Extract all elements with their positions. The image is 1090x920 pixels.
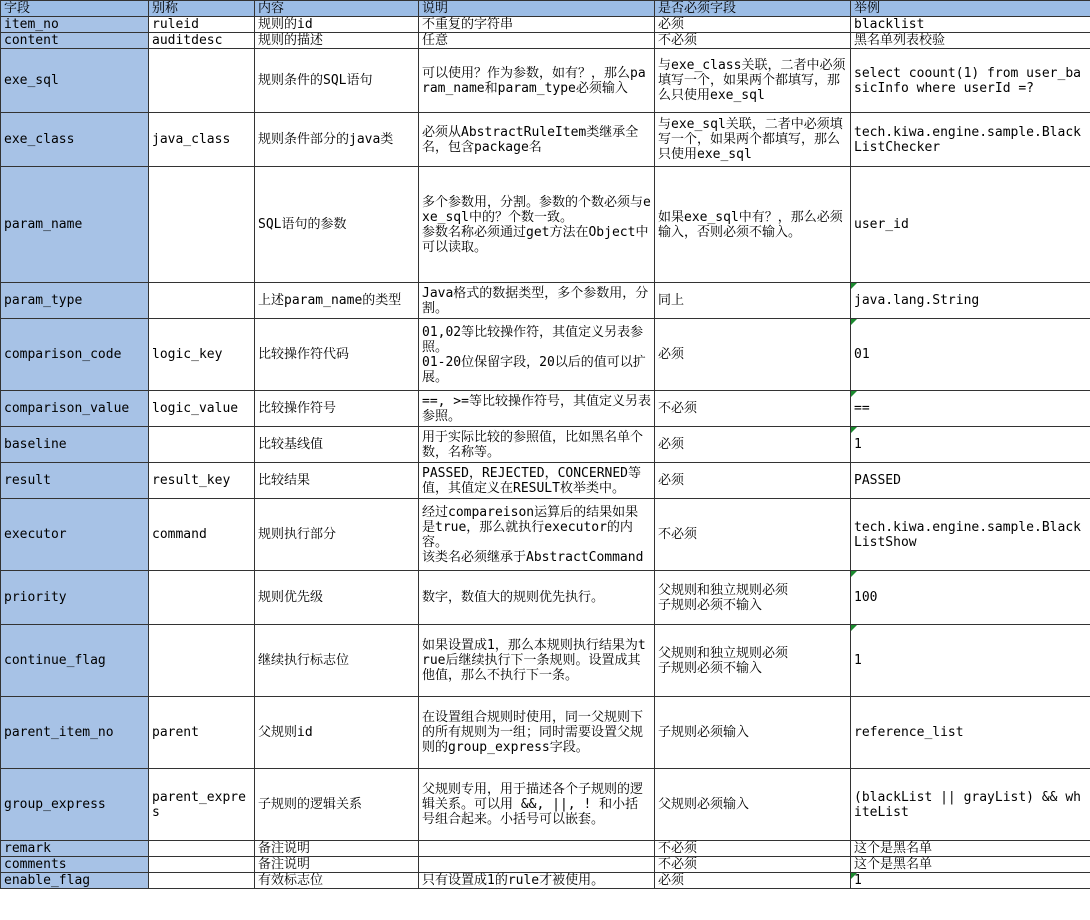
cell-required[interactable]: 必须 [655, 427, 851, 463]
cell-field[interactable]: remark [1, 841, 149, 857]
cell-required[interactable]: 父规则必须输入 [655, 769, 851, 841]
cell-example[interactable]: 1 [851, 427, 1090, 463]
cell-content[interactable]: 上述param_name的类型 [255, 283, 419, 319]
cell-example[interactable]: blacklist [851, 17, 1090, 33]
cell-example[interactable]: (blackList || grayList) && whiteList [851, 769, 1090, 841]
cell-description[interactable]: 用于实际比较的参照值，比如黑名单个数，名称等。 [419, 427, 655, 463]
table-row [1, 283, 1090, 319]
cell-alias[interactable]: result_key [149, 463, 255, 499]
header-description[interactable]: 说明 [419, 1, 655, 17]
cell-required[interactable]: 不必须 [655, 33, 851, 49]
cell-required[interactable]: 父规则和独立规则必须 子规则必须不输入 [655, 625, 851, 697]
cell-required[interactable]: 不必须 [655, 391, 851, 427]
cell-field[interactable]: comments [1, 857, 149, 873]
cell-description[interactable]: 数字，数值大的规则优先执行。 [419, 571, 655, 625]
cell-example[interactable]: 01 [851, 319, 1090, 391]
cell-description[interactable]: 不重复的字符串 [419, 17, 655, 33]
cell-description[interactable]: 可以使用？作为参数，如有？，那么param_name和param_type必须输入 [419, 49, 655, 113]
table-row [1, 499, 1090, 571]
header-alias[interactable]: 别称 [149, 1, 255, 17]
cell-content[interactable]: 比较操作符代码 [255, 319, 419, 391]
cell-alias[interactable]: parent [149, 697, 255, 769]
cell-alias[interactable] [149, 427, 255, 463]
cell-content[interactable]: 继续执行标志位 [255, 625, 419, 697]
cell-field[interactable]: item_no [1, 17, 149, 33]
cell-description[interactable]: 多个参数用，分割。参数的个数必须与exe_sql中的？个数一致。 参数名称必须通过get方法在Object中可以读取。 [419, 167, 655, 283]
cell-example[interactable]: tech.kiwa.engine.sample.BlackListChecker [851, 113, 1090, 167]
table-row [1, 17, 1090, 33]
cell-example[interactable]: PASSED [851, 463, 1090, 499]
cell-example[interactable]: user_id [851, 167, 1090, 283]
cell-description[interactable]: 父规则专用，用于描述各个子规则的逻辑关系。可以用 &&, ||, ! 和小括号组合起来。小括号可以嵌套。 [419, 769, 655, 841]
cell-example[interactable]: == [851, 391, 1090, 427]
cell-description[interactable] [419, 841, 655, 857]
cell-description[interactable]: 在设置组合规则时使用，同一父规则下的所有规则为一组；同时需要设置父规则的group_express字段。 [419, 697, 655, 769]
cell-field[interactable]: exe_sql [1, 49, 149, 113]
cell-required[interactable]: 必须 [655, 319, 851, 391]
cell-required[interactable]: 不必须 [655, 841, 851, 857]
cell-content[interactable]: 规则条件部分的java类 [255, 113, 419, 167]
table-row [1, 873, 1090, 889]
cell-description[interactable]: 01,02等比较操作符，其值定义另表参照。 01-20位保留字段，20以后的值可以扩展。 [419, 319, 655, 391]
cell-field[interactable]: baseline [1, 427, 149, 463]
cell-description[interactable]: 只有设置成1的rule才被使用。 [419, 873, 655, 889]
cell-description[interactable]: 必须从AbstractRuleItem类继承全名，包含package名 [419, 113, 655, 167]
cell-example[interactable]: 1 [851, 625, 1090, 697]
cell-required[interactable]: 与exe_class关联，二者中必须填写一个，如果两个都填写，那么只使用exe_sql [655, 49, 851, 113]
table-row [1, 167, 1090, 283]
cell-example[interactable]: 黑名单列表校验 [851, 33, 1090, 49]
cell-content[interactable]: 子规则的逻辑关系 [255, 769, 419, 841]
cell-alias[interactable] [149, 857, 255, 873]
header-field[interactable]: 字段 [1, 1, 149, 17]
cell-required[interactable]: 同上 [655, 283, 851, 319]
cell-required[interactable]: 子规则必须输入 [655, 697, 851, 769]
cell-description[interactable]: 经过compareison运算后的结果如果是true，那么就执行executor的内容。 该类名必须继承于AbstractCommand [419, 499, 655, 571]
cell-field[interactable]: comparison_code [1, 319, 149, 391]
table-row [1, 841, 1090, 857]
cell-field[interactable]: comparison_value [1, 391, 149, 427]
cell-alias[interactable] [149, 841, 255, 857]
cell-description[interactable]: 如果设置成1，那么本规则执行结果为true后继续执行下一条规则。设置成其他值，那么不执行下一条。 [419, 625, 655, 697]
cell-example[interactable]: select coount(1) from user_basicInfo where userId =? [851, 49, 1090, 113]
header-required[interactable]: 是否必须字段 [655, 1, 851, 17]
header-example[interactable]: 举例 [851, 1, 1090, 17]
cell-description[interactable] [419, 857, 655, 873]
cell-alias[interactable] [149, 873, 255, 889]
cell-example[interactable]: 1 [851, 873, 1090, 889]
cell-content[interactable]: 比较基线值 [255, 427, 419, 463]
cell-content[interactable]: 父规则id [255, 697, 419, 769]
cell-required[interactable]: 如果exe_sql中有？，那么必须输入，否则必须不输入。 [655, 167, 851, 283]
cell-example[interactable]: 这个是黑名单 [851, 857, 1090, 873]
cell-content[interactable]: 有效标志位 [255, 873, 419, 889]
cell-example[interactable]: tech.kiwa.engine.sample.BlackListShow [851, 499, 1090, 571]
cell-content[interactable]: 规则的id [255, 17, 419, 33]
cell-required[interactable]: 不必须 [655, 499, 851, 571]
cell-alias[interactable]: logic_key [149, 319, 255, 391]
cell-description[interactable]: ==, >=等比较操作符号，其值定义另表参照。 [419, 391, 655, 427]
cell-field[interactable]: param_type [1, 283, 149, 319]
cell-field[interactable]: priority [1, 571, 149, 625]
cell-required[interactable]: 必须 [655, 17, 851, 33]
cell-description[interactable]: Java格式的数据类型，多个参数用，分割。 [419, 283, 655, 319]
cell-content[interactable]: 比较结果 [255, 463, 419, 499]
cell-field[interactable]: executor [1, 499, 149, 571]
table-row [1, 113, 1090, 167]
cell-example[interactable]: 这个是黑名单 [851, 841, 1090, 857]
cell-alias[interactable]: logic_value [149, 391, 255, 427]
cell-alias[interactable]: ruleid [149, 17, 255, 33]
cell-field[interactable]: continue_flag [1, 625, 149, 697]
cell-example[interactable]: reference_list [851, 697, 1090, 769]
cell-content[interactable]: 备注说明 [255, 857, 419, 873]
cell-field[interactable]: parent_item_no [1, 697, 149, 769]
cell-alias[interactable] [149, 283, 255, 319]
table-row [1, 571, 1090, 625]
table-row [1, 463, 1090, 499]
cell-alias[interactable] [149, 625, 255, 697]
cell-field[interactable]: content [1, 33, 149, 49]
cell-content[interactable]: 备注说明 [255, 841, 419, 857]
cell-content[interactable]: 比较操作符号 [255, 391, 419, 427]
cell-required[interactable]: 必须 [655, 873, 851, 889]
cell-content[interactable]: 规则执行部分 [255, 499, 419, 571]
header-content[interactable]: 内容 [255, 1, 419, 17]
cell-description[interactable]: 任意 [419, 33, 655, 49]
table-row [1, 427, 1090, 463]
cell-field[interactable]: group_express [1, 769, 149, 841]
table-row [1, 697, 1090, 769]
cell-content[interactable]: 规则的描述 [255, 33, 419, 49]
table-row [1, 625, 1090, 697]
cell-content[interactable]: 规则优先级 [255, 571, 419, 625]
cell-alias[interactable]: auditdesc [149, 33, 255, 49]
cell-field[interactable]: param_name [1, 167, 149, 283]
cell-content[interactable]: SQL语句的参数 [255, 167, 419, 283]
cell-description[interactable]: PASSED，REJECTED，CONCERNED等值，其值定义在RESULT枚举类中。 [419, 463, 655, 499]
cell-required[interactable]: 与exe_sql关联，二者中必须填写一个，如果两个都填写，那么只使用exe_sql [655, 113, 851, 167]
cell-example[interactable]: 100 [851, 571, 1090, 625]
cell-alias[interactable]: command [149, 499, 255, 571]
table-row [1, 319, 1090, 391]
cell-alias[interactable] [149, 167, 255, 283]
table-row [1, 33, 1090, 49]
cell-field[interactable]: enable_flag [1, 873, 149, 889]
cell-example[interactable]: java.lang.String [851, 283, 1090, 319]
cell-alias[interactable]: java_class [149, 113, 255, 167]
cell-content[interactable]: 规则条件的SQL语句 [255, 49, 419, 113]
table-row [1, 769, 1090, 841]
cell-required[interactable]: 父规则和独立规则必须 子规则必须不输入 [655, 571, 851, 625]
cell-required[interactable]: 不必须 [655, 857, 851, 873]
cell-required[interactable]: 必须 [655, 463, 851, 499]
cell-field[interactable]: result [1, 463, 149, 499]
cell-field[interactable]: exe_class [1, 113, 149, 167]
cell-alias[interactable]: parent_expres [149, 769, 255, 841]
table-row [1, 391, 1090, 427]
table-row [1, 49, 1090, 113]
cell-alias[interactable] [149, 49, 255, 113]
header-row [1, 1, 1090, 17]
table-row [1, 857, 1090, 873]
cell-alias[interactable] [149, 571, 255, 625]
